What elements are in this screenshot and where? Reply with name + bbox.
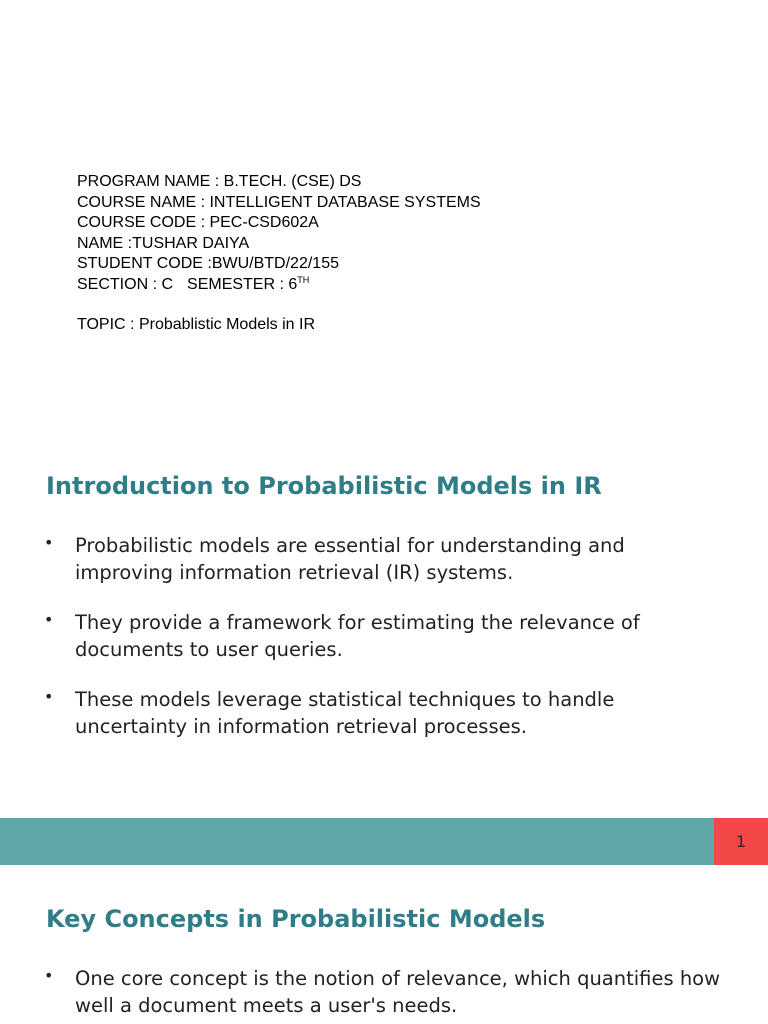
list-item: [44, 533, 724, 586]
slide-footer-bar: [0, 818, 714, 865]
list-item: [44, 966, 724, 1019]
bullet-text: One core concept is the notion of relevance, which quantifies how well a document meets a user's needs.: [75, 967, 721, 1017]
bullet-text: These models leverage statistical techniques to handle uncertainty in information retrieval processes.: [75, 688, 615, 738]
course-code: COURSE CODE : PEC-CSD602A: [77, 214, 319, 231]
bullet-text: They provide a framework for estimating the relevance of documents to user queries.: [75, 611, 640, 661]
bullet-icon: •: [44, 687, 54, 706]
list-item: [44, 610, 724, 663]
semester: SEMESTER : 6: [187, 275, 298, 293]
page-number: 1: [714, 818, 768, 865]
bullet-icon: •: [44, 610, 54, 629]
bullet-icon: •: [44, 966, 54, 985]
slide-1-bullet-list: [44, 533, 724, 764]
title-info-block: [77, 172, 481, 336]
bullet-text: Probabilistic models are essential for understanding and improving information retrieval (IR) systems.: [75, 534, 625, 584]
program-name: PROGRAM NAME : B.TECH. (CSE) DS: [77, 173, 362, 190]
bullet-icon: •: [44, 533, 54, 552]
section: SECTION : C: [77, 275, 174, 293]
course-name: COURSE NAME : INTELLIGENT DATABASE SYSTEMS: [77, 193, 481, 211]
section-semester-line: [77, 275, 481, 296]
semester-suffix: TH: [297, 274, 310, 285]
list-item: [44, 687, 724, 740]
topic: TOPIC : Probablistic Models in IR: [77, 316, 316, 333]
slide-2-heading: Key Concepts in Probabilistic Models: [46, 905, 546, 933]
slide-1-heading: Introduction to Probabilistic Models in IR: [46, 472, 602, 500]
slide-2-bullet-list: [44, 966, 724, 1024]
student-code: STUDENT CODE :BWU/BTD/22/155: [77, 255, 339, 272]
student-name: NAME :TUSHAR DAIYA: [77, 234, 250, 252]
